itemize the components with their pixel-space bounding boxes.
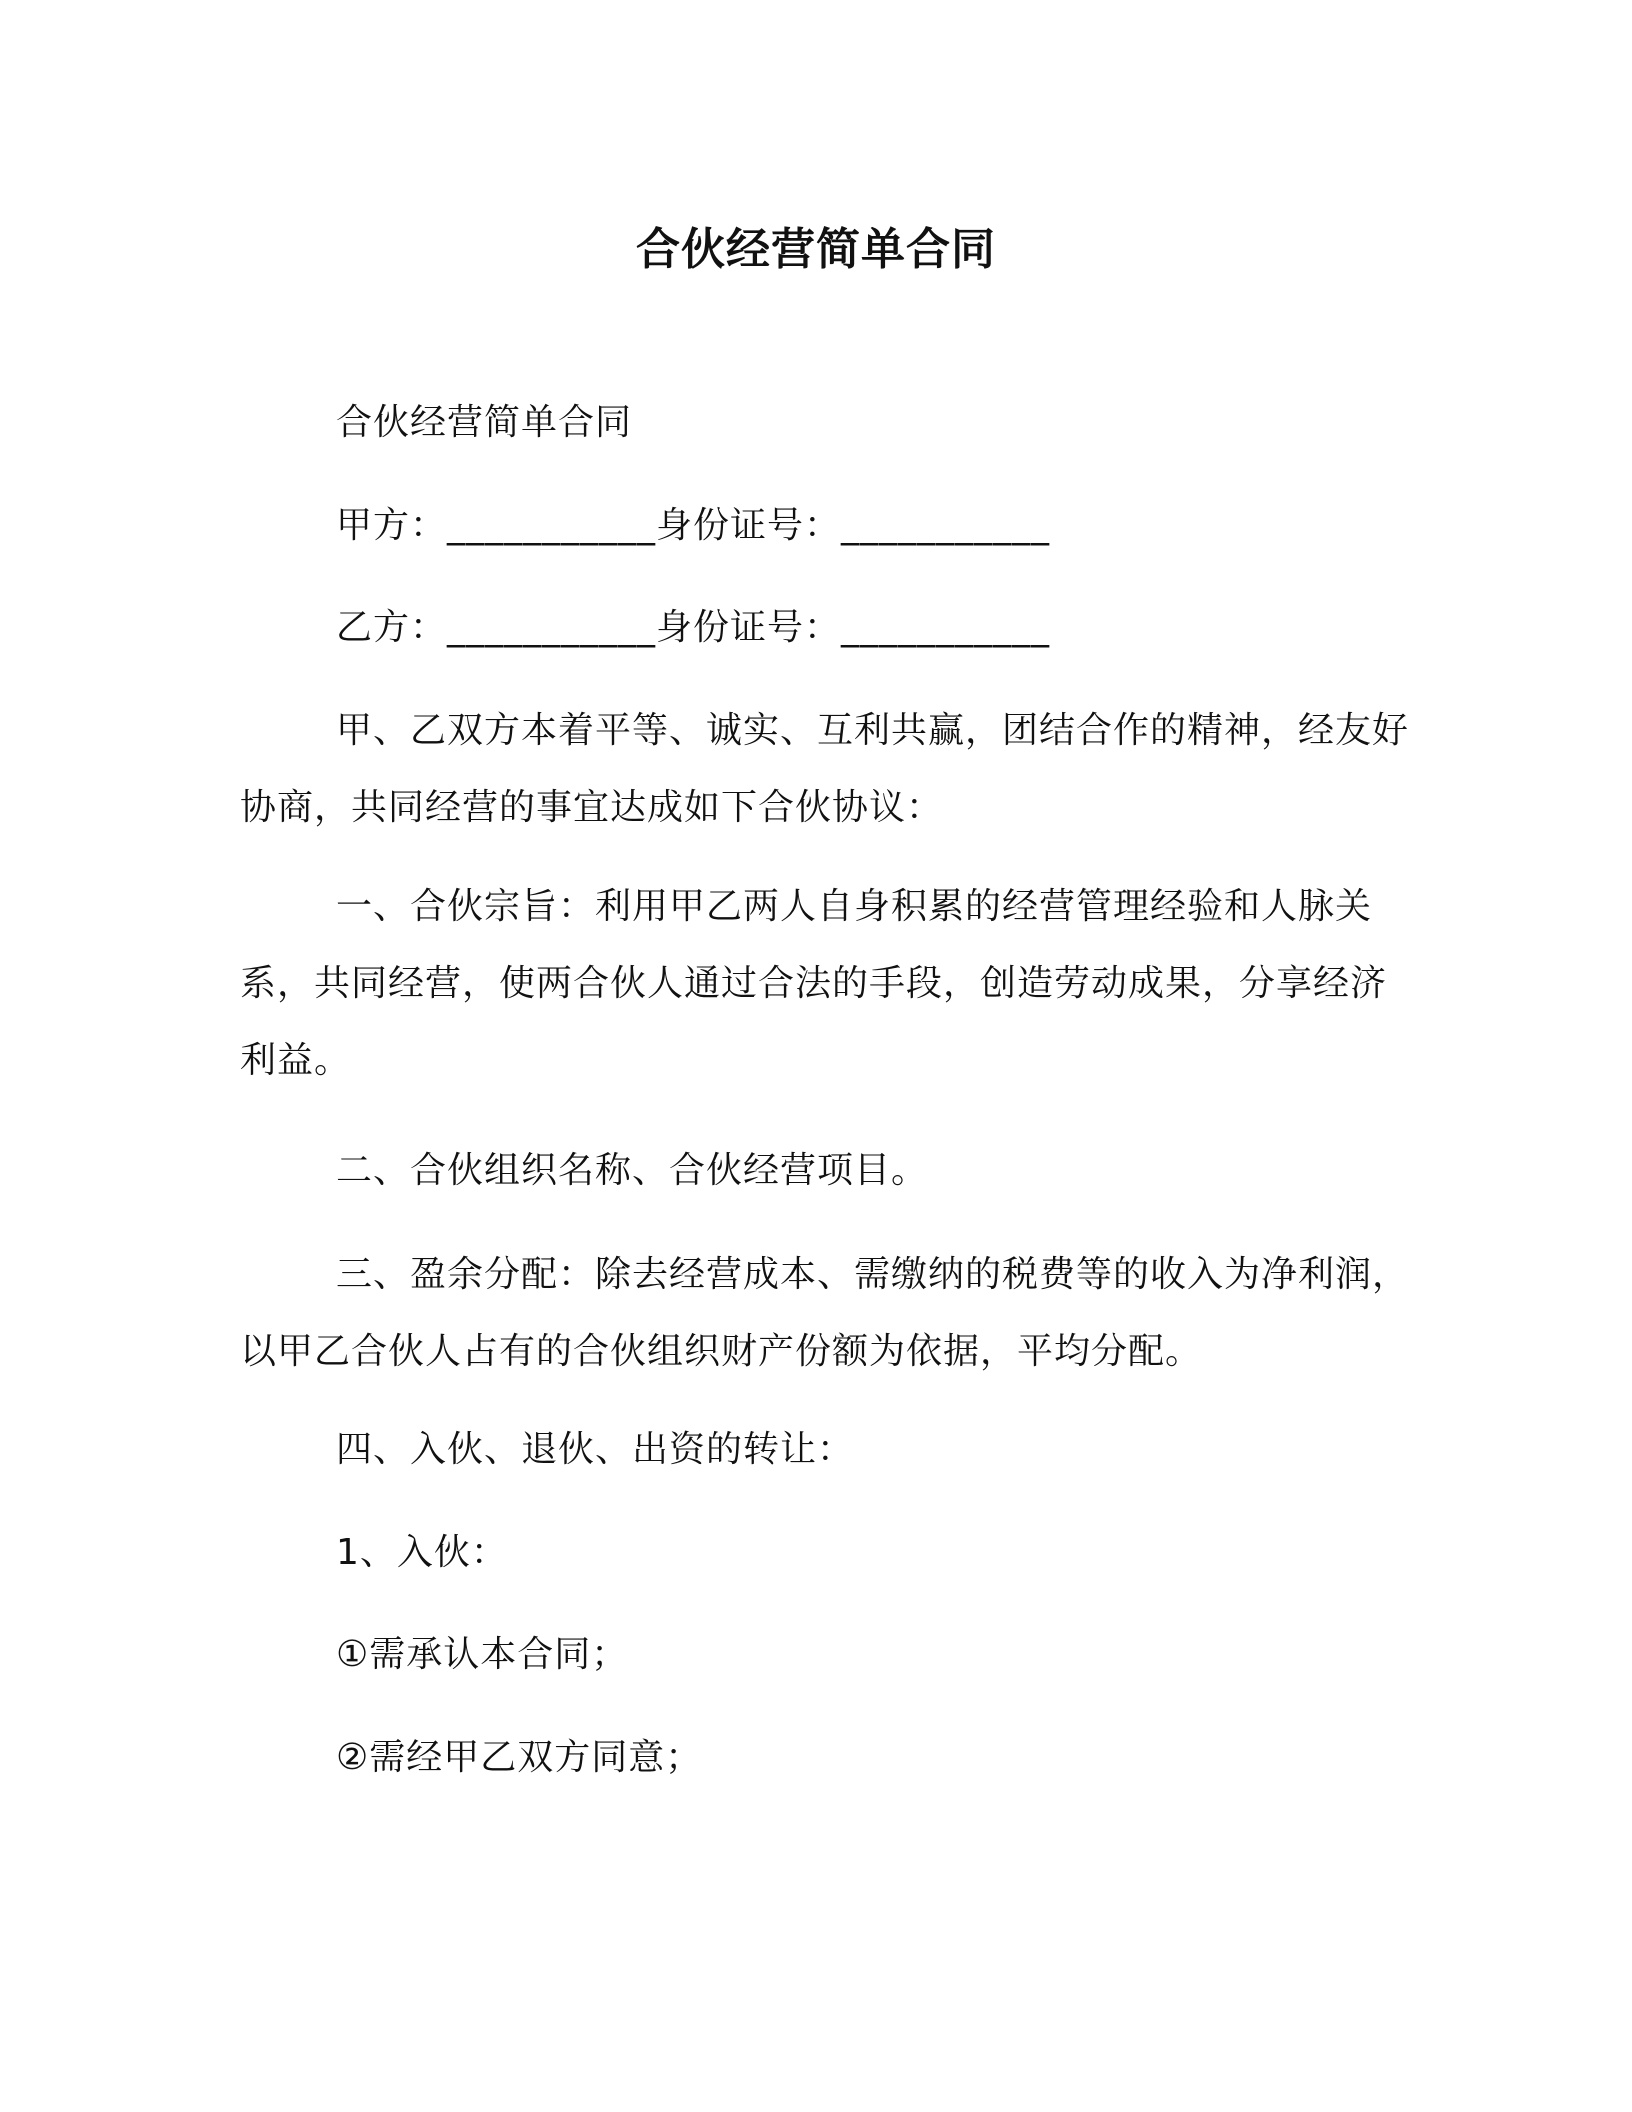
clause-2-line: 二、合伙组织名称、合伙经营项目。	[336, 1150, 929, 1191]
item-1-a-line: ①需承认本合同；	[336, 1634, 629, 1675]
clause-4-line: 四、入伙、退伙、出资的转让：	[336, 1429, 855, 1470]
document-title: 合伙经营简单合同	[636, 224, 996, 275]
clause-3-paragraph: 三、盈余分配：除去经营成本、需缴纳的税费等的收入为净利润，以甲乙合伙人占有的合伙组织财产份额为依据，平均分配。	[240, 1254, 1410, 1372]
item-1-line: 1、入伙：	[336, 1532, 508, 1573]
party-a-line: 甲方：___________身份证号：___________	[336, 505, 1051, 546]
preamble-paragraph: 甲、乙双方本着平等、诚实、互利共赢，团结合作的精神，经友好协商，共同经营的事宜达成如下合伙协议：	[240, 710, 1410, 828]
subtitle: 合伙经营简单合同	[336, 402, 633, 443]
clause-1-paragraph: 一、合伙宗旨：利用甲乙两人自身积累的经营管理经验和人脉关系，共同经营，使两合伙人通过合法的手段，创造劳动成果，分享经济利益。	[240, 886, 1388, 1081]
item-1-b-line: ②需经甲乙双方同意；	[336, 1737, 703, 1778]
party-b-line: 乙方：___________身份证号：___________	[336, 607, 1051, 648]
